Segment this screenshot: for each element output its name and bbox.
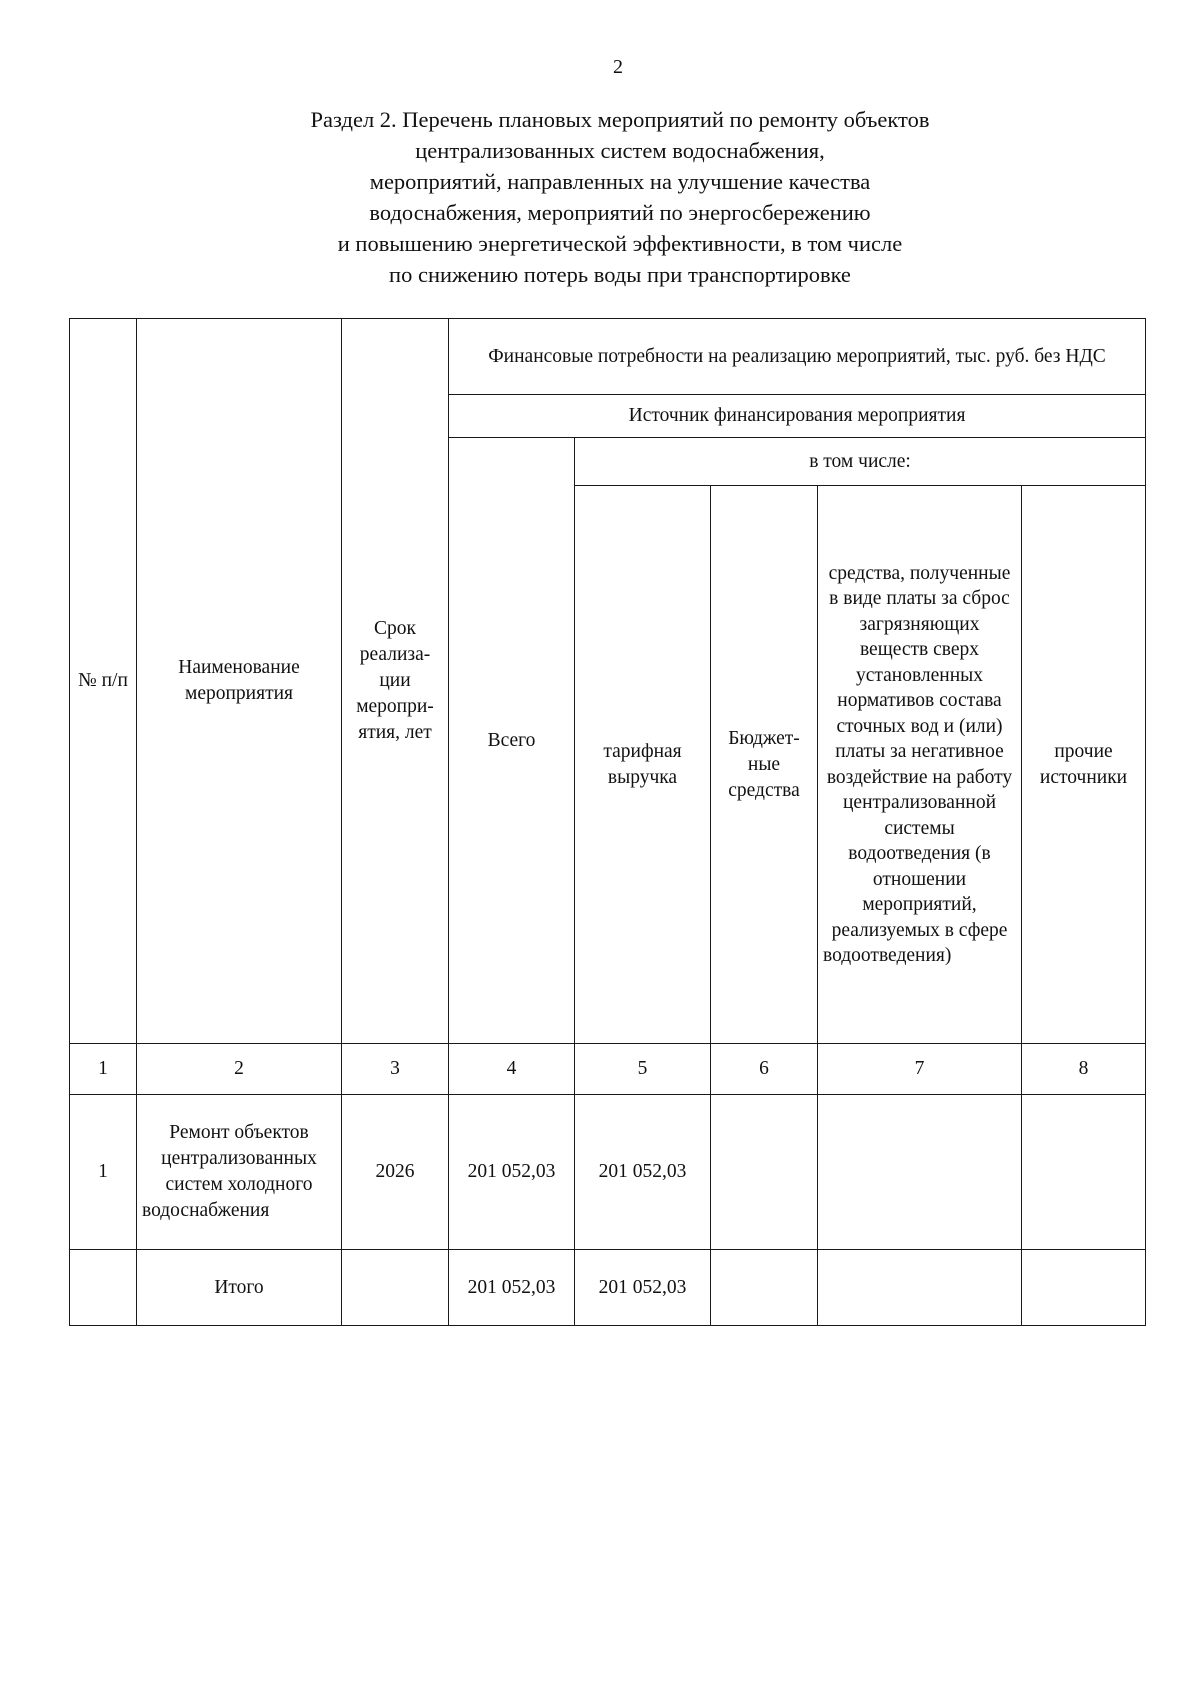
section-title <box>160 104 1080 290</box>
column-number: 1 <box>70 1044 137 1095</box>
header-budget: Бюджет-ные средства <box>711 486 818 1044</box>
title-line: мероприятий, направленных на улучшение качества <box>369 169 871 194</box>
column-numbers-row <box>70 1044 1146 1095</box>
header-source: Источник финансирования мероприятия <box>449 395 1146 438</box>
header-col-term: Срок реализа-ции меропри-ятия, лет <box>342 319 449 1044</box>
header-col-name: Наименование мероприятия <box>137 319 342 1044</box>
title-line: водоснабжения, мероприятий по энергосбережению <box>369 200 871 225</box>
row-name: Ремонт объектов централизованных систем холодного водоснабжения <box>137 1095 342 1250</box>
column-number: 6 <box>711 1044 818 1095</box>
totals-fees <box>818 1250 1022 1326</box>
title-line: по снижению потерь воды при транспортировке <box>389 262 851 287</box>
totals-tariff: 201 052,03 <box>575 1250 711 1326</box>
table-row <box>70 1095 1146 1250</box>
title-line: централизованных систем водоснабжения, <box>415 138 825 163</box>
totals-row <box>70 1250 1146 1326</box>
row-no: 1 <box>70 1095 137 1250</box>
header-other: прочие источники <box>1022 486 1146 1044</box>
header-col-no: № п/п <box>70 319 137 1044</box>
column-number: 4 <box>449 1044 575 1095</box>
row-fees <box>818 1095 1022 1250</box>
totals-no <box>70 1250 137 1326</box>
totals-label: Итого <box>137 1250 342 1326</box>
header-fees: средства, полученные в виде платы за сброс загрязняющих веществ сверх установленных нормативов состава сточных вод и (или) платы за негативное воздействие на работу централизованной системы водоотведения (в отношении мероприятий, реализуемых в сфере водоотведения) <box>818 486 1022 1044</box>
totals-term <box>342 1250 449 1326</box>
row-budget <box>711 1095 818 1250</box>
header-total: Всего <box>449 438 575 1044</box>
header-financial-needs: Финансовые потребности на реализацию мероприятий, тыс. руб. без НДС <box>449 319 1146 395</box>
row-tariff: 201 052,03 <box>575 1095 711 1250</box>
page-number: 2 <box>613 56 623 78</box>
column-number: 2 <box>137 1044 342 1095</box>
row-total: 201 052,03 <box>449 1095 575 1250</box>
column-number: 7 <box>818 1044 1022 1095</box>
column-number: 5 <box>575 1044 711 1095</box>
header-including: в том числе: <box>575 438 1146 486</box>
row-other <box>1022 1095 1146 1250</box>
title-line: Раздел 2. Перечень плановых мероприятий по ремонту объектов <box>310 107 930 132</box>
header-tariff: тарифная выручка <box>575 486 711 1044</box>
totals-other <box>1022 1250 1146 1326</box>
title-line: и повышению энергетической эффективности, в том числе <box>337 231 903 256</box>
row-term: 2026 <box>342 1095 449 1250</box>
totals-budget <box>711 1250 818 1326</box>
measures-table <box>69 318 1146 1326</box>
column-number: 3 <box>342 1044 449 1095</box>
totals-total: 201 052,03 <box>449 1250 575 1326</box>
header-row-financial <box>70 319 1146 395</box>
column-number: 8 <box>1022 1044 1146 1095</box>
